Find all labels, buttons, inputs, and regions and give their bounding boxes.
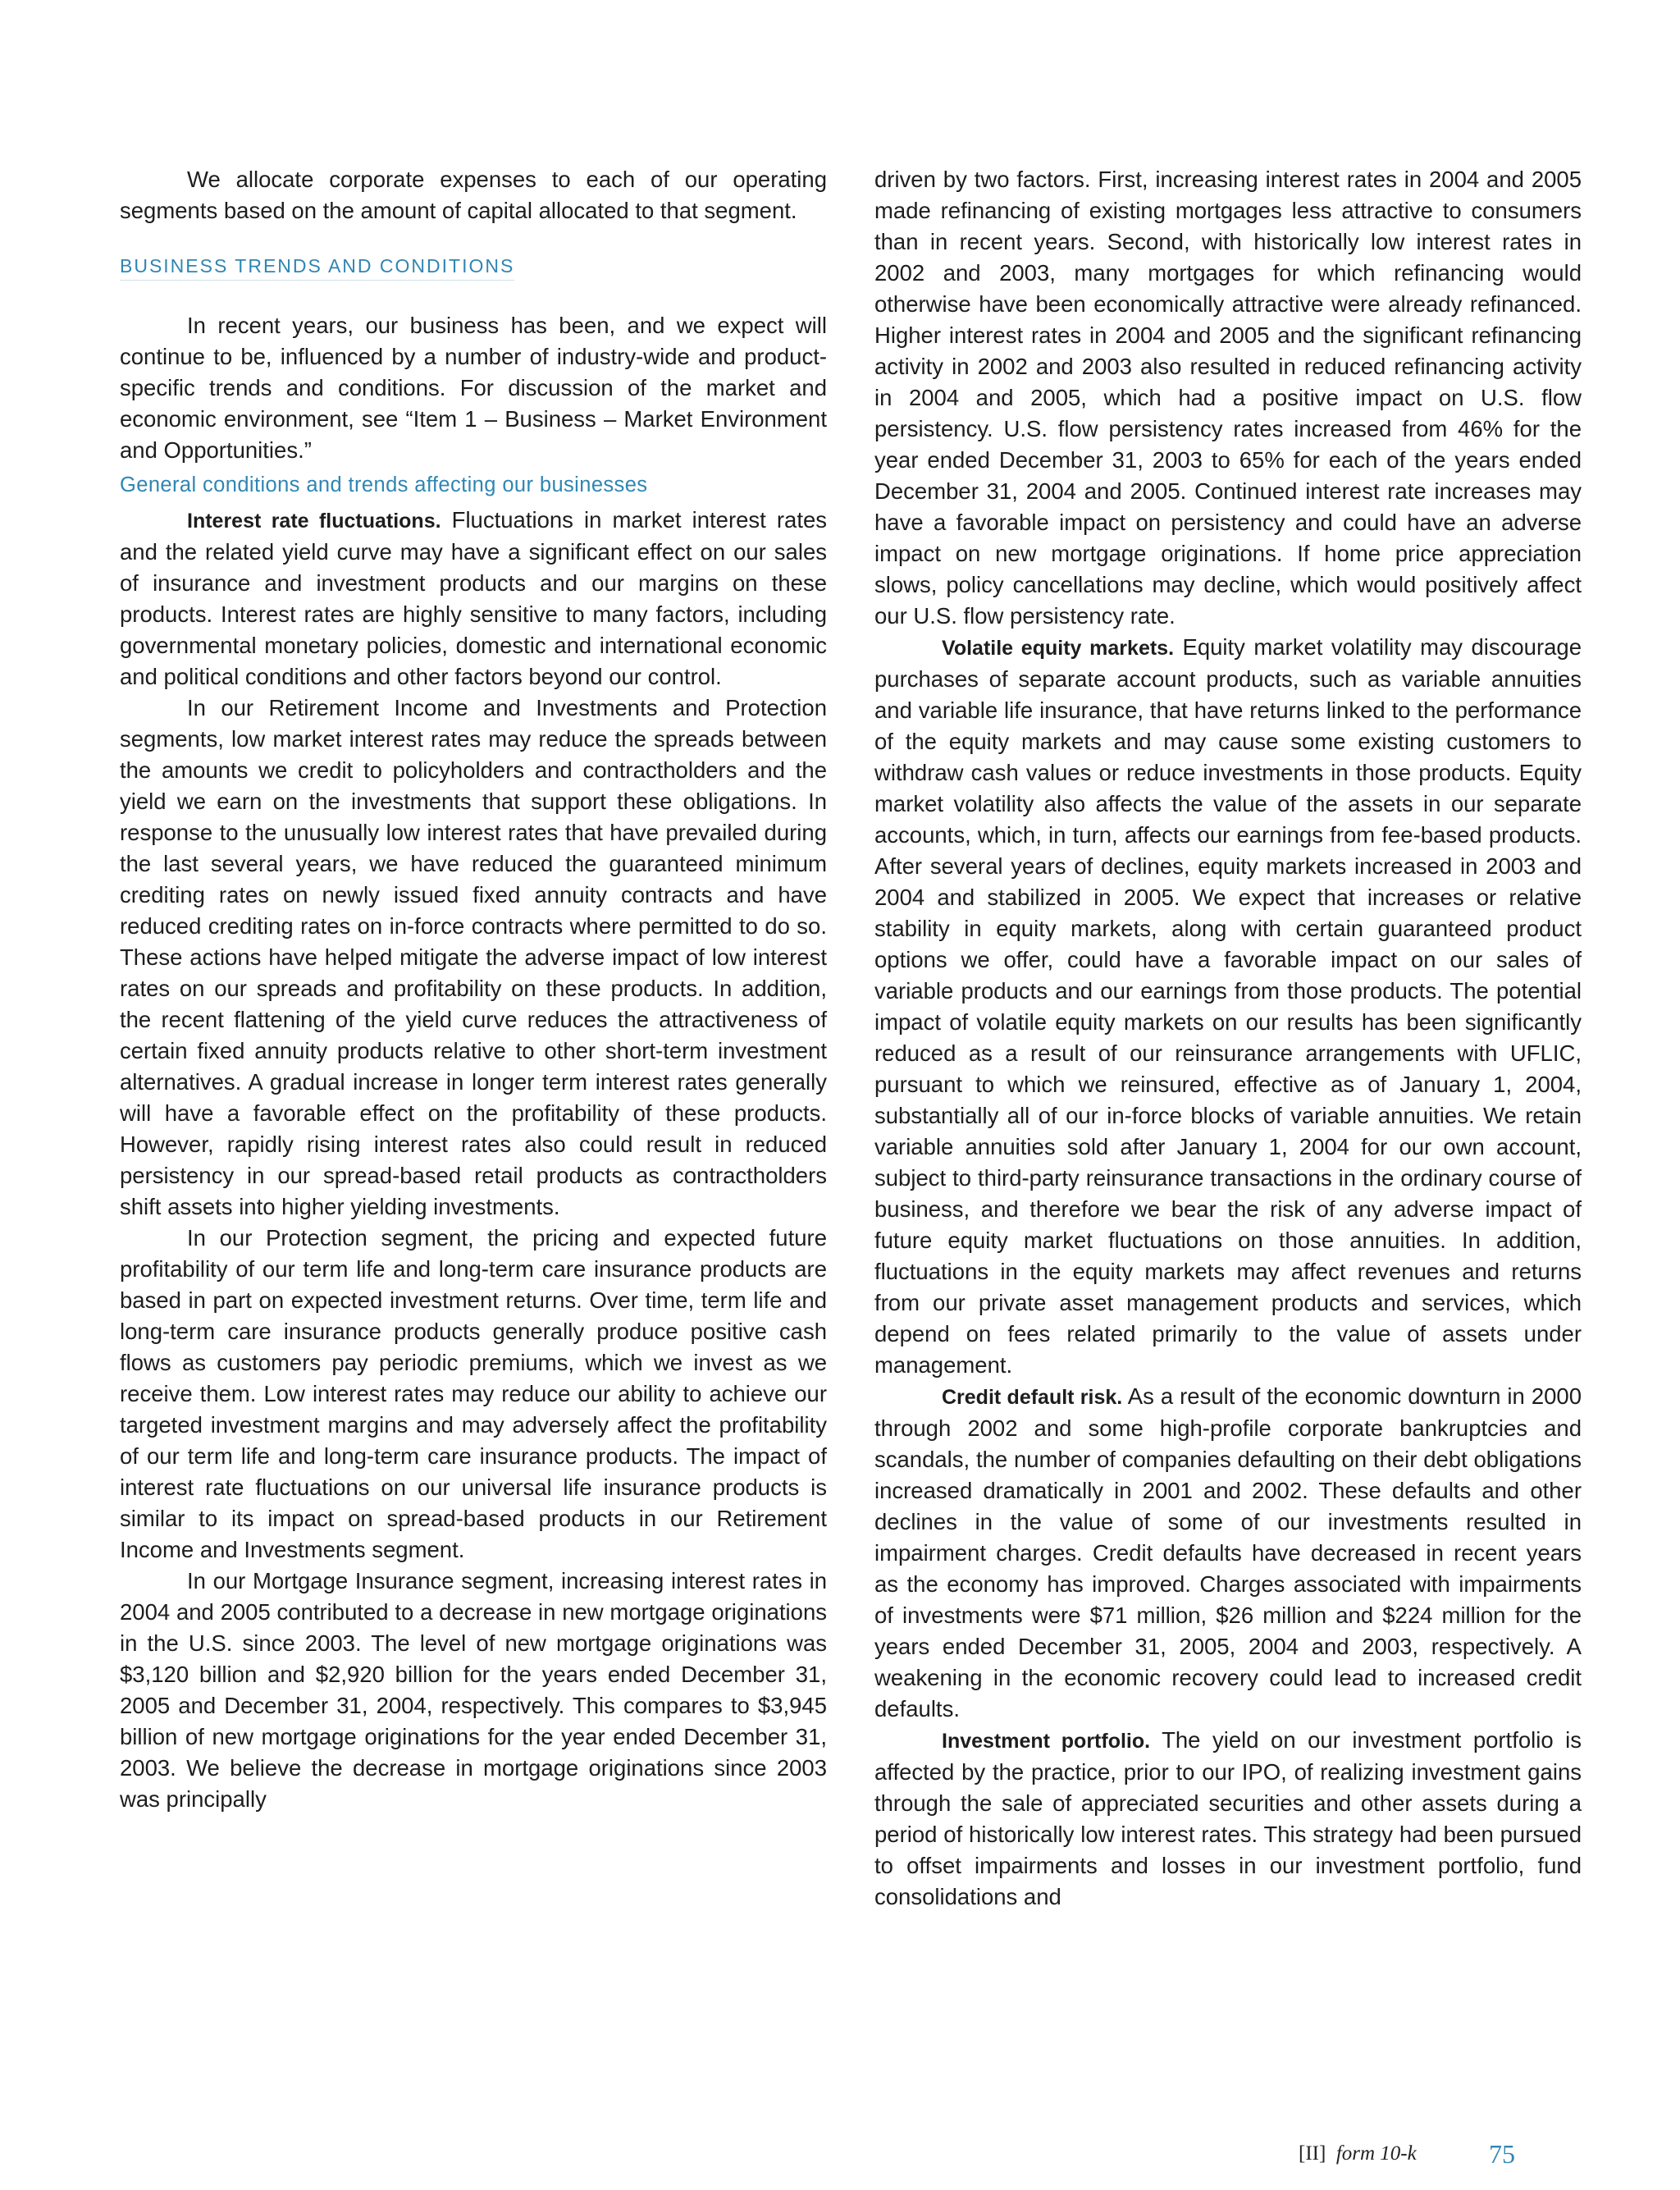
section-heading: BUSINESS TRENDS AND CONDITIONS (120, 254, 514, 281)
page-footer (0, 2139, 1680, 2172)
runin-investment-portfolio: Investment portfolio. (942, 1730, 1151, 1753)
paragraph-interest-rate (120, 505, 827, 693)
section-heading-wrap (120, 254, 827, 281)
paragraph-mortgage: In our Mortgage Insurance segment, increasing interest rates in 2004 and 2005 contributed to a decrease in new mortgage originations in the U.S. since 2003. The level of new mortgage originations was $3,120 billion and $2,920 billion for the years ended December 31, 2005 and December 31, 2004, respectively. This compares to $3,945 billion of new mortgage originations for the year ended December 31, 2003. We believe the decrease in mortgage originations since 2003 was principally (120, 1568, 827, 1812)
runin-interest-rate: Interest rate fluctuations. (187, 510, 441, 533)
paragraph-investment-portfolio (874, 1725, 1582, 1913)
footer-label (1299, 2142, 1417, 2165)
paragraph-recent-years: In recent years, our business has been, and we expect will continue to be, influenced by a number of industry-wide and product-specific trends and conditions. For discussion of the market and economic environment, see “Item 1 – Business – Market Environment and Opportunities.” (120, 313, 827, 463)
paragraph-protection: In our Protection segment, the pricing and expected future profitability of our term life and long-term care insurance products are based in part on expected investment returns. Over time, term life and long-term care insurance products generally produce positive cash flows as customers pay periodic premiums, which we invest as we receive them. Low interest rates may reduce our ability to achieve our targeted investment margins and may adversely affect the profitability of our term life and long-term care insurance products. The impact of interest rate fluctuations on our universal life insurance products is similar to its impact on spread-based products in our Retirement Income and Investments segment. (120, 1225, 827, 1562)
page-number: 75 (1489, 2139, 1515, 2169)
paragraph-continued: driven by two factors. First, increasing interest rates in 2004 and 2005 made refinancing of existing mortgages less attractive to consumers than in recent years. Second, with historically low interest rates in 2002 and 2003, many mortgages for which refinancing would otherwise have been economically attractive were already refinanced. Higher interest rates in 2004 and 2005 and the significant refinancing activity in 2002 and 2003 also resulted in reduced refinancing activity in 2004 and 2005, which had a positive impact on U.S. flow persistency. U.S. flow persistency rates increased from 46% for the year ended December 31, 2003 to 65% for each of the years ended December 31, 2004 and 2005. Continued interest rate increases may have a favorable impact on persistency and could have an adverse impact on new mortgage originations. If home price appreciation slows, policy cancellations may decline, which would positively affect our U.S. flow persistency rate. (874, 167, 1582, 629)
paragraph-volatile-equity (874, 632, 1582, 1381)
text-volatile-equity: Equity market volatility may discourage purchases of separate account products, such as variable annuities and variable life insurance, that have returns linked to the performance of the equity markets and may cause some existing customers to withdraw cash values or reduce investments in those products. Equity market volatility also affects the value of the assets in our separate accounts, which, in turn, affects our earnings from fee-based products. After several years of declines, equity markets increased in 2003 and 2004 and stabilized in 2005. We expect that increases or relative stability in equity markets, along with certain guaranteed product options we offer, could have a favorable impact on our sales of variable products and our earnings from those products. The potential impact of volatile equity markets on our results has been significantly reduced as a result of our reinsurance arrangements with UFLIC, pursuant to which we reinsured, effective as of January 1, 2004, substantially all of our in-force blocks of variable annuities. We retain variable annuities sold after January 1, 2004 for our own account, subject to third-party reinsurance transactions in the ordinary course of business, and therefore we bear the risk of any adverse impact of future equity market fluctuations on those annuities. In addition, fluctuations in the equity markets may affect revenues and returns from our private asset management products and services, which depend on fees related primarily to the value of assets under management. (874, 634, 1582, 1378)
paragraph-allocation: We allocate corporate expenses to each of our operating segments based on the amount of capital allocated to that segment. (120, 167, 827, 223)
runin-credit-default: Credit default risk. (942, 1386, 1123, 1409)
runin-volatile-equity: Volatile equity markets. (942, 637, 1175, 660)
footer-part: [II] (1299, 2142, 1326, 2165)
footer-form: form 10-k (1335, 2142, 1417, 2165)
text-interest-rate: Fluctuations in market interest rates and the related yield curve may have a significant effect on our sales of insurance and investment products and our margins on these products. Interest rates are highly sensitive to many factors, including governmental monetary policies, domestic and international economic and political conditions and other factors beyond our control. (120, 507, 827, 689)
left-column (120, 164, 827, 1815)
subheading-general-conditions: General conditions and trends affecting our businesses (120, 473, 648, 496)
text-credit-default: As a result of the economic downturn in 2000 through 2002 and some high-profile corporate bankruptcies and scandals, the number of companies defaulting on their debt obligations increased dramatically in 2001 and 2002. These defaults and other declines in the value of some of our investments resulted in impairment charges. Credit defaults have decreased in recent years as the economy has improved. Charges associated with impairments of investments were $71 million, $26 million and $224 million for the years ended December 31, 2005, 2004 and 2003, respectively. A weakening in the economic recovery could lead to increased credit defaults. (874, 1383, 1582, 1721)
paragraph-credit-default (874, 1381, 1582, 1725)
text-investment-portfolio: The yield on our investment portfolio is affected by the practice, prior to our IPO, of realizing investment gains through the sale of appreciated securities and other assets during a period of historically low interest rates. This strategy had been pursued to offset impairments and losses in our investment portfolio, fund consolidations and (874, 1727, 1582, 1909)
paragraph-retirement: In our Retirement Income and Investments and Protection segments, low market interest rates may reduce the spreads between the amounts we credit to policyholders and contractholders and the yield we earn on the investments that support these obligations. In response to the unusually low interest rates that have prevailed during the last several years, we have reduced the guaranteed minimum crediting rates on newly issued fixed annuity contracts and have reduced crediting rates on in-force contracts where permitted to do so. These actions have helped mitigate the adverse impact of low interest rates on our spreads and profitability on these products. In addition, the recent flattening of the yield curve reduces the attractiveness of certain fixed annuity products relative to other short-term investment alternatives. A gradual increase in longer term interest rates generally will have a favorable effect on the profitability of these products. However, rapidly rising interest rates also could result in reduced persistency in our spread-based retail products as contractholders shift assets into higher yielding investments. (120, 695, 827, 1219)
right-column (874, 164, 1582, 1913)
